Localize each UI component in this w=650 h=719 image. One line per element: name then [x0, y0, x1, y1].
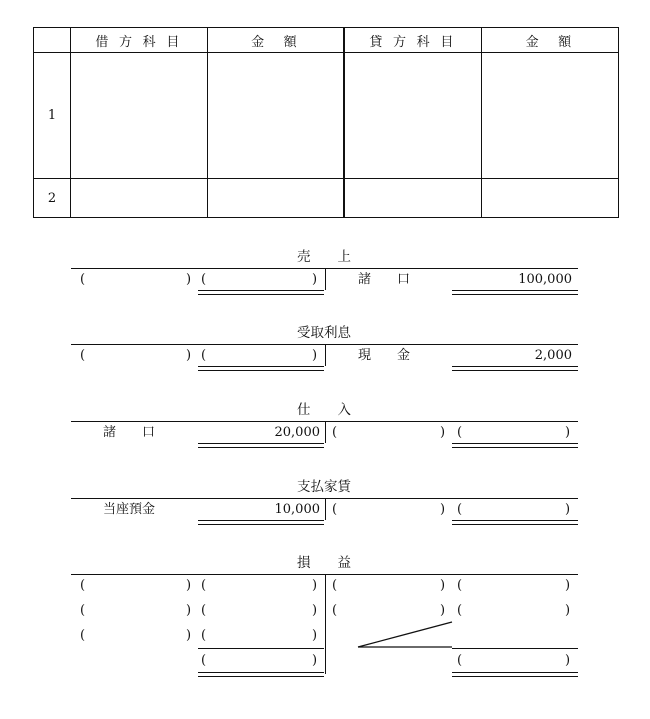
debit-account-open[interactable]: ( — [80, 272, 86, 287]
debit-account-open[interactable]: ( — [80, 348, 86, 363]
debit-account-close[interactable]: ) — [186, 272, 192, 287]
debit-amount-close[interactable]: ) — [312, 272, 318, 287]
credit-amount-close[interactable]: ) — [565, 425, 571, 440]
debit-amount-open[interactable]: ( — [201, 272, 207, 287]
credit-amount: 100,000 — [518, 272, 572, 287]
header-debit-amount: 金 額 — [208, 28, 345, 53]
debit-amount-close[interactable]: ) — [312, 603, 318, 618]
credit-account-close[interactable]: ) — [440, 578, 446, 593]
debit-amount: 20,000 — [274, 425, 320, 440]
debit-account-open[interactable]: ( — [80, 603, 86, 618]
debit-account-close[interactable]: ) — [186, 348, 192, 363]
credit-total-open[interactable]: ( — [457, 653, 463, 668]
debit-account-open[interactable]: ( — [80, 578, 86, 593]
credit-amount-open[interactable]: ( — [457, 502, 463, 517]
debit-total-open[interactable]: ( — [201, 653, 207, 668]
credit-amount-close[interactable]: ) — [565, 502, 571, 517]
credit-account-open[interactable]: ( — [332, 603, 338, 618]
debit-account-close[interactable]: ) — [186, 628, 192, 643]
credit-account-close[interactable]: ) — [440, 425, 446, 440]
debit-account-open[interactable]: ( — [80, 628, 86, 643]
credit-account-close[interactable]: ) — [440, 502, 446, 517]
debit-amount-open[interactable]: ( — [201, 578, 207, 593]
credit-amount-close[interactable]: ) — [565, 578, 571, 593]
debit-amount: 10,000 — [274, 502, 320, 517]
credit-amount-close[interactable]: ) — [565, 603, 571, 618]
credit-account-open[interactable]: ( — [332, 502, 338, 517]
ledger-title: 仕 入 — [297, 402, 351, 418]
debit-amount-open[interactable]: ( — [201, 348, 207, 363]
row-number: 1 — [34, 53, 71, 179]
credit-account-close[interactable]: ) — [440, 603, 446, 618]
header-credit-account: 貸 方 科 目 — [344, 28, 482, 53]
row-number: 2 — [34, 179, 71, 218]
debit-account-close[interactable]: ) — [186, 578, 192, 593]
credit-subtotal-line — [452, 648, 578, 649]
credit-amount: 2,000 — [534, 348, 572, 363]
credit-account-open[interactable]: ( — [332, 425, 338, 440]
debit-amount-open[interactable]: ( — [201, 628, 207, 643]
debit-account: 当座預金 — [103, 502, 156, 517]
credit-amount-open[interactable]: ( — [457, 425, 463, 440]
credit-total-line — [452, 672, 578, 677]
debit-amount-open[interactable]: ( — [201, 603, 207, 618]
credit-amount-open[interactable]: ( — [457, 603, 463, 618]
credit-account: 現 金 — [358, 348, 411, 363]
debit-account-close[interactable]: ) — [186, 603, 192, 618]
debit-amount-close[interactable]: ) — [312, 628, 318, 643]
ledger-title: 売 上 — [297, 249, 351, 265]
credit-account: 諸 口 — [358, 272, 411, 287]
credit-account-open[interactable]: ( — [332, 578, 338, 593]
ledger-title: 支払家賃 — [297, 479, 351, 495]
ledger-title: 受取利息 — [297, 325, 351, 341]
header-credit-amount: 金 額 — [482, 28, 619, 53]
debit-amount-close[interactable]: ) — [312, 578, 318, 593]
debit-account: 諸 口 — [103, 425, 156, 440]
ledger-title: 損 益 — [297, 555, 351, 571]
debit-total-close[interactable]: ) — [312, 653, 318, 668]
debit-amount-close[interactable]: ) — [312, 348, 318, 363]
header-debit-account: 借 方 科 目 — [71, 28, 208, 53]
credit-total-close[interactable]: ) — [565, 653, 571, 668]
credit-amount-open[interactable]: ( — [457, 578, 463, 593]
